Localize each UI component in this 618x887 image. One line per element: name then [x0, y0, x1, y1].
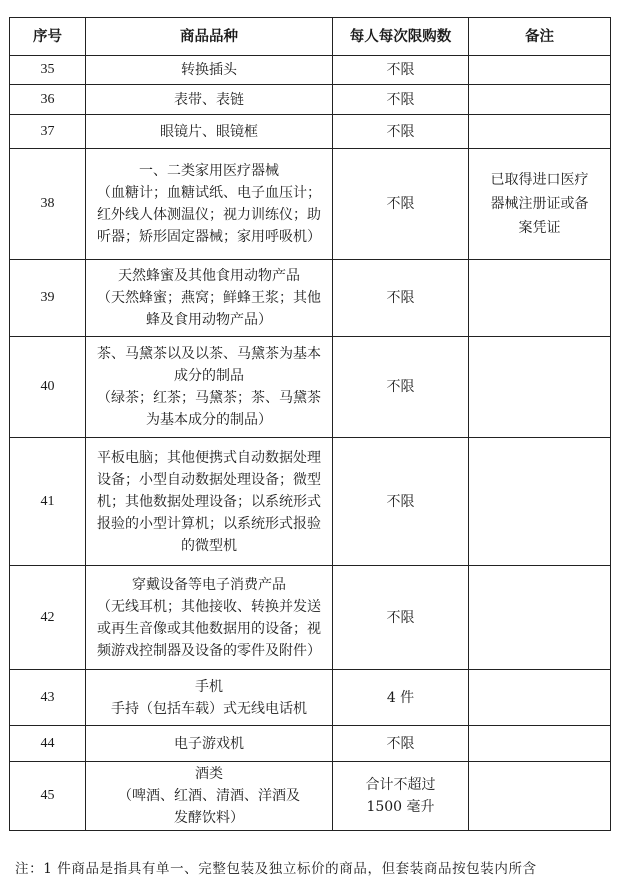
product-category: [86, 670, 333, 726]
product-category-line: 穿戴设备等电子消费产品: [132, 576, 286, 593]
header-note: 备注: [469, 18, 611, 56]
remark-line: 器械注册证或备: [490, 196, 589, 212]
product-category-line: 红外线人体测温仪；视力训练仪；助: [97, 207, 321, 223]
remark-line: 已取得进口医疗: [490, 172, 589, 188]
row-number: 39: [10, 260, 86, 337]
table-row: [10, 85, 611, 115]
row-number: 38: [10, 149, 86, 260]
purchase-limit: [333, 85, 469, 115]
remark: [469, 337, 611, 438]
purchase-limit: [333, 762, 469, 831]
product-category: [86, 726, 333, 762]
table-row: [10, 762, 611, 831]
product-category: [86, 260, 333, 337]
table-row: [10, 115, 611, 149]
purchase-limit: [333, 149, 469, 260]
table-row: [10, 670, 611, 726]
product-category-line: 天然蜂蜜及其他食用动物产品: [118, 268, 300, 284]
product-category-line: （天然蜂蜜；燕窝；鲜蜂王浆；其他: [97, 290, 321, 306]
table-row: [10, 260, 611, 337]
product-category-line: 表带、表链: [174, 91, 244, 108]
purchase-limit-line: 不限: [386, 290, 415, 306]
purchase-limit-table: [9, 17, 611, 831]
table-row: [10, 56, 611, 85]
product-category-line: 的微型机: [181, 537, 237, 554]
table-row: [10, 566, 611, 670]
product-category-line: 转换插头: [181, 62, 237, 78]
remark: [469, 85, 611, 115]
product-category-line: 机；其他数据处理设备；以系统形式: [97, 493, 321, 510]
purchase-limit-line: 不限: [386, 609, 415, 626]
purchase-limit: [333, 670, 469, 726]
product-category: [86, 149, 333, 260]
row-number: 35: [10, 56, 86, 85]
product-category-line: 或再生音像或其他数据用的设备；视: [97, 620, 321, 637]
header-product: 商品品种: [86, 18, 333, 56]
remark: [469, 726, 611, 762]
purchase-limit-line: 不限: [386, 379, 415, 395]
product-category: [86, 56, 333, 85]
row-number: 45: [10, 762, 86, 831]
purchase-limit: [333, 56, 469, 85]
purchase-limit-line: 不限: [386, 91, 415, 108]
purchase-limit-line: 不限: [386, 123, 415, 140]
product-category: [86, 438, 333, 566]
purchase-limit: [333, 438, 469, 566]
product-category-line: 平板电脑；其他便携式自动数据处理: [97, 449, 321, 466]
purchase-limit-line: 不限: [386, 62, 415, 78]
product-category-line: （无线耳机；其他接收、转换并发送: [97, 598, 321, 615]
product-category-line: 手机: [195, 678, 223, 695]
product-category: [86, 115, 333, 149]
product-category: [86, 566, 333, 670]
product-category-line: 电子游戏机: [174, 735, 244, 752]
remark-line: 案凭证: [518, 220, 561, 236]
header-limit: 每人每次限购数: [333, 18, 469, 56]
table-row: [10, 438, 611, 566]
purchase-limit-line: 不限: [386, 196, 415, 212]
purchase-limit-line: 1500 毫升: [366, 799, 435, 815]
table-row: [10, 337, 611, 438]
product-category-line: 手持（包括车载）式无线电话机: [111, 700, 307, 717]
product-category-line: 频游戏控制器及设备的零件及附件）: [97, 642, 321, 659]
row-number: 42: [10, 566, 86, 670]
table-row: [10, 149, 611, 260]
product-category-line: 报验的小型计算机；以系统形式报验: [97, 515, 321, 532]
product-category-line: （绿茶；红茶；马黛茶；茶、马黛茶: [97, 390, 321, 406]
product-category-line: 成分的制品: [174, 368, 244, 384]
product-category-line: （啤酒、红酒、清酒、洋酒及: [118, 788, 300, 804]
product-category-line: 酒类: [195, 766, 223, 782]
row-number: 40: [10, 337, 86, 438]
purchase-limit: [333, 566, 469, 670]
remark: [469, 438, 611, 566]
footnote: 注：1 件商品是指具有单一、完整包装及独立标价的商品，但套装商品按包装内所含: [15, 861, 537, 877]
purchase-limit-line: 合计不超过: [365, 777, 436, 793]
purchase-limit: [333, 260, 469, 337]
row-number: 36: [10, 85, 86, 115]
remark: [469, 115, 611, 149]
purchase-limit-line: 不限: [386, 493, 415, 510]
remark: [469, 670, 611, 726]
remark: [469, 56, 611, 85]
product-category: [86, 85, 333, 115]
product-category-line: 设备；小型自动数据处理设备；微型: [97, 471, 321, 488]
product-category-line: 蜂及食用动物产品）: [146, 312, 272, 328]
row-number: 41: [10, 438, 86, 566]
remark: [469, 260, 611, 337]
product-category-line: 茶、马黛茶以及以茶、马黛茶为基本: [97, 346, 321, 362]
remark: [469, 566, 611, 670]
remark: [469, 149, 611, 260]
purchase-limit: [333, 115, 469, 149]
header-no: 序号: [10, 18, 86, 56]
row-number: 37: [10, 115, 86, 149]
remark: [469, 762, 611, 831]
product-category: [86, 762, 333, 831]
purchase-limit: [333, 726, 469, 762]
purchase-limit: [333, 337, 469, 438]
product-category-line: 发酵饮料）: [174, 810, 244, 826]
purchase-limit-line: 4 件: [386, 689, 415, 706]
table-body: [10, 56, 611, 831]
table-row: [10, 726, 611, 762]
product-category-line: （血糖计；血糖试纸、电子血压计；: [97, 185, 321, 201]
table-header-row: [10, 18, 611, 56]
row-number: 44: [10, 726, 86, 762]
product-category-line: 听器；矫形固定器械；家用呼吸机）: [97, 229, 321, 245]
product-category: [86, 337, 333, 438]
product-category-line: 一、二类家用医疗器械: [139, 163, 279, 179]
product-category-line: 为基本成分的制品）: [146, 412, 272, 428]
purchase-limit-line: 不限: [386, 735, 415, 752]
product-category-line: 眼镜片、眼镜框: [160, 123, 258, 140]
row-number: 43: [10, 670, 86, 726]
